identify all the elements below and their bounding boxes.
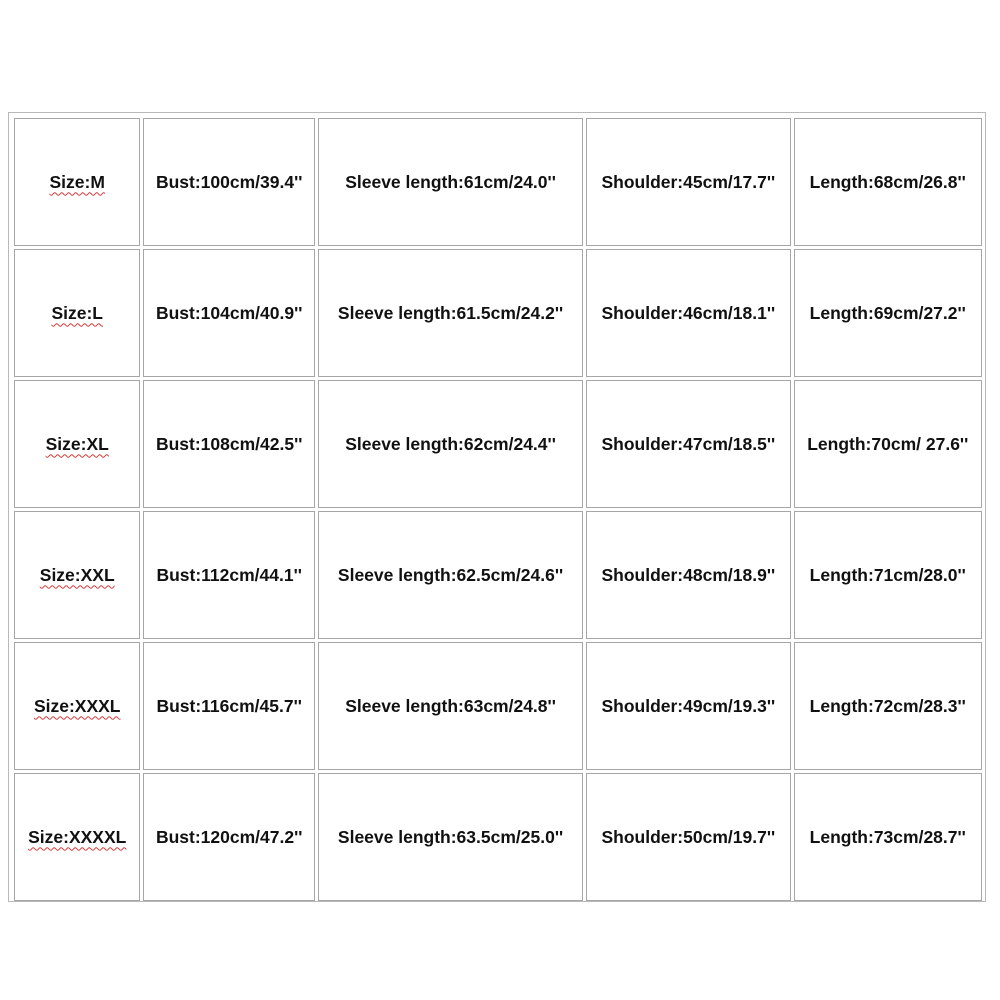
shoulder-cell: Shoulder:48cm/18.9'' — [586, 511, 790, 639]
size-cell — [14, 773, 140, 901]
shoulder-cell: Shoulder:50cm/19.7'' — [586, 773, 790, 901]
length-cell: Length:71cm/28.0'' — [794, 511, 983, 639]
size-chart — [8, 112, 986, 902]
sleeve-length-cell: Sleeve length:62cm/24.4'' — [318, 380, 583, 508]
size-cell — [14, 380, 140, 508]
size-label: Size:XXL — [39, 564, 115, 585]
size-cell — [14, 249, 140, 377]
sleeve-length-cell: Sleeve length:63cm/24.8'' — [318, 642, 583, 770]
bust-cell: Bust:120cm/47.2'' — [143, 773, 315, 901]
size-table — [11, 115, 985, 904]
shoulder-cell: Shoulder:47cm/18.5'' — [586, 380, 790, 508]
length-cell: Length:72cm/28.3'' — [794, 642, 983, 770]
sleeve-length-cell: Sleeve length:62.5cm/24.6'' — [318, 511, 583, 639]
shoulder-cell: Shoulder:49cm/19.3'' — [586, 642, 790, 770]
size-cell — [14, 118, 140, 246]
size-label: Size:L — [51, 302, 103, 323]
sleeve-length-cell: Sleeve length:61.5cm/24.2'' — [318, 249, 583, 377]
shoulder-cell: Shoulder:46cm/18.1'' — [586, 249, 790, 377]
bust-cell: Bust:112cm/44.1'' — [143, 511, 315, 639]
sleeve-length-cell: Sleeve length:63.5cm/25.0'' — [318, 773, 583, 901]
size-label: Size:XXXL — [33, 695, 121, 716]
length-cell: Length:69cm/27.2'' — [794, 249, 983, 377]
size-label: Size:M — [49, 171, 105, 192]
size-cell — [14, 642, 140, 770]
size-label: Size:XXXXL — [28, 826, 127, 847]
table-row — [14, 118, 982, 246]
bust-cell: Bust:116cm/45.7'' — [143, 642, 315, 770]
table-row — [14, 511, 982, 639]
bust-cell: Bust:100cm/39.4'' — [143, 118, 315, 246]
length-cell: Length:70cm/ 27.6'' — [794, 380, 983, 508]
table-row — [14, 249, 982, 377]
length-cell: Length:68cm/26.8'' — [794, 118, 983, 246]
length-cell: Length:73cm/28.7'' — [794, 773, 983, 901]
bust-cell: Bust:108cm/42.5'' — [143, 380, 315, 508]
size-label: Size:XL — [45, 433, 109, 454]
sleeve-length-cell: Sleeve length:61cm/24.0'' — [318, 118, 583, 246]
size-cell — [14, 511, 140, 639]
table-row — [14, 642, 982, 770]
bust-cell: Bust:104cm/40.9'' — [143, 249, 315, 377]
table-row — [14, 380, 982, 508]
shoulder-cell: Shoulder:45cm/17.7'' — [586, 118, 790, 246]
table-row — [14, 773, 982, 901]
